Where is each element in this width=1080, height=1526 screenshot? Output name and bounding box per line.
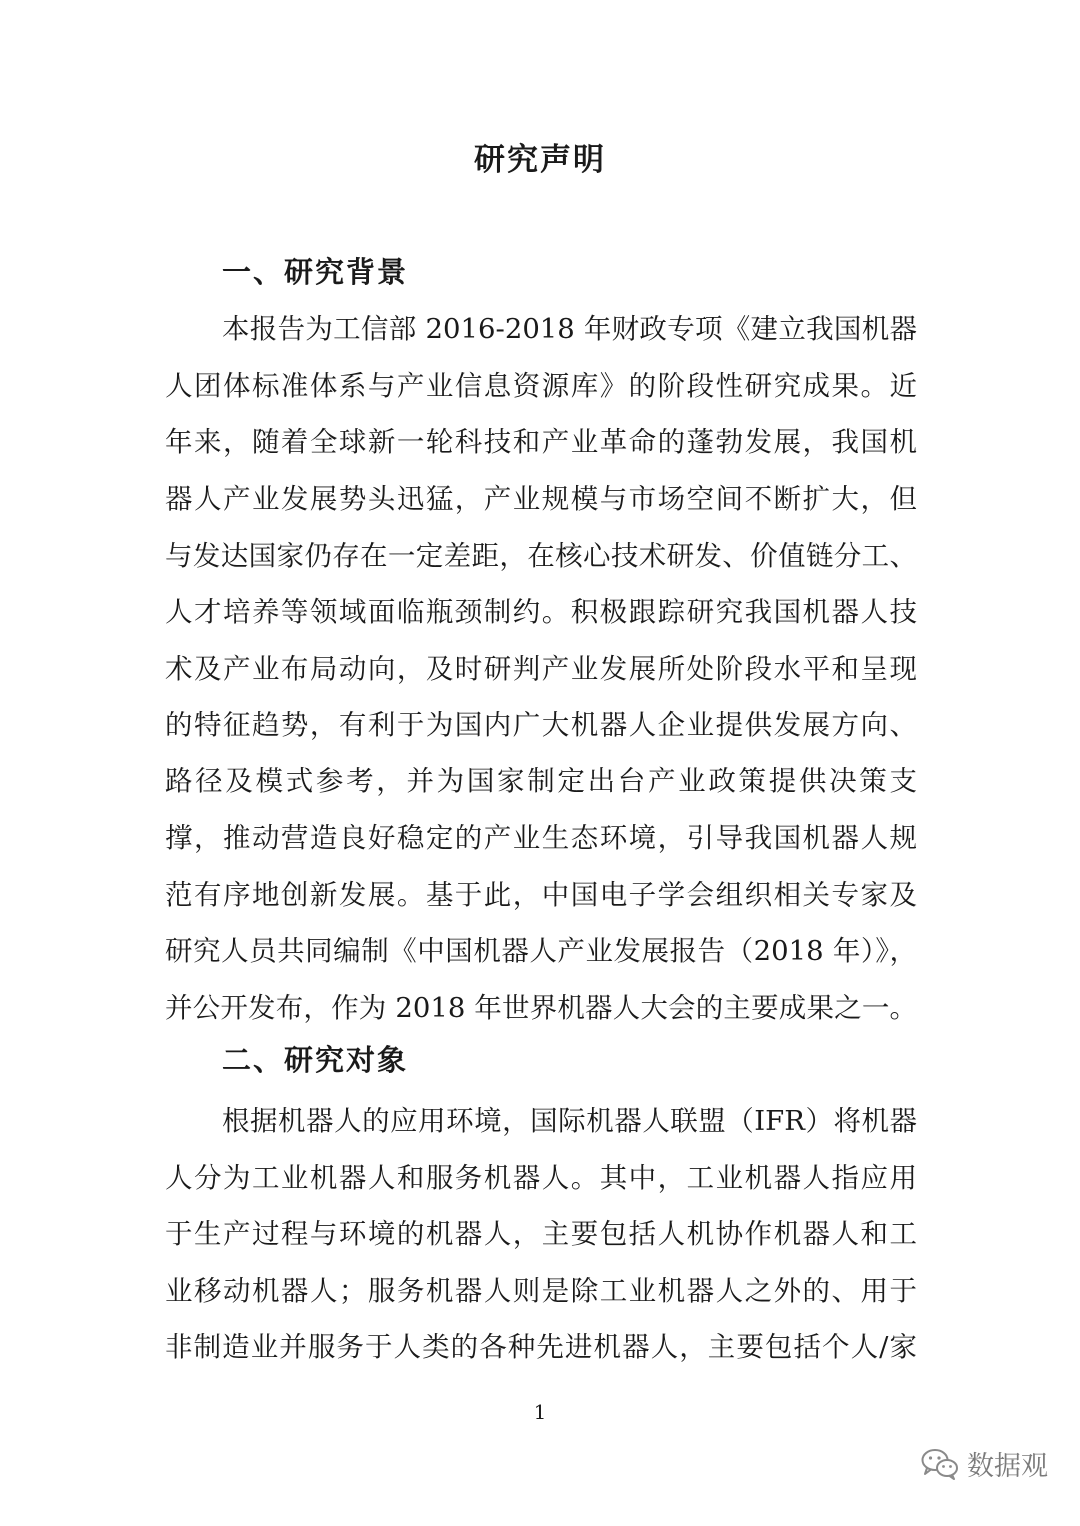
watermark <box>921 1444 1048 1483</box>
paragraph-line: 根据机器人的应用环境，国际机器人联盟（IFR）将机器 <box>222 1105 917 1137</box>
paragraph-line: 术及产业布局动向，及时研判产业发展所处阶段水平和呈现 <box>165 653 917 685</box>
paragraph-line: 业移动机器人；服务机器人则是除工业机器人之外的、用于 <box>165 1275 917 1307</box>
paragraph-line: 年来，随着全球新一轮科技和产业革命的蓬勃发展，我国机 <box>165 426 917 458</box>
paragraph-line: 人才培养等领域面临瓶颈制约。积极跟踪研究我国机器人技 <box>165 596 917 628</box>
page-number: 1 <box>533 1400 547 1424</box>
paragraph-line: 路径及模式参考，并为国家制定出台产业政策提供决策支 <box>165 765 917 797</box>
section-heading-background: 一、研究背景 <box>222 255 409 289</box>
paragraph-line: 并公开发布，作为 2018 年世界机器人大会的主要成果之一。 <box>165 992 917 1024</box>
paragraph-line: 范有序地创新发展。基于此，中国电子学会组织相关专家及 <box>165 879 917 911</box>
paragraph-line: 人团体标准体系与产业信息资源库》的阶段性研究成果。近 <box>165 370 917 402</box>
paragraph-line: 研究人员共同编制《中国机器人产业发展报告（2018 年）》， <box>165 935 917 967</box>
paragraph-line: 器人产业发展势头迅猛，产业规模与市场空间不断扩大，但 <box>165 483 917 515</box>
paragraph-line: 本报告为工信部 2016-2018 年财政专项《建立我国机器 <box>222 313 917 345</box>
paragraph-line: 于生产过程与环境的机器人，主要包括人机协作机器人和工 <box>165 1218 917 1250</box>
wechat-icon <box>921 1448 959 1480</box>
paragraph-line: 人分为工业机器人和服务机器人。其中，工业机器人指应用 <box>165 1162 917 1194</box>
page-title: 研究声明 <box>474 142 606 178</box>
section-heading-subject: 二、研究对象 <box>222 1043 409 1077</box>
paragraph-line: 撑，推动营造良好稳定的产业生态环境，引导我国机器人规 <box>165 822 917 854</box>
watermark-text: 数据观 <box>967 1451 1048 1482</box>
paragraph-line: 与发达国家仍存在一定差距，在核心技术研发、价值链分工、 <box>165 540 917 572</box>
paragraph-line: 非制造业并服务于人类的各种先进机器人，主要包括个人/家 <box>165 1331 917 1363</box>
paragraph-line: 的特征趋势，有利于为国内广大机器人企业提供发展方向、 <box>165 709 917 741</box>
